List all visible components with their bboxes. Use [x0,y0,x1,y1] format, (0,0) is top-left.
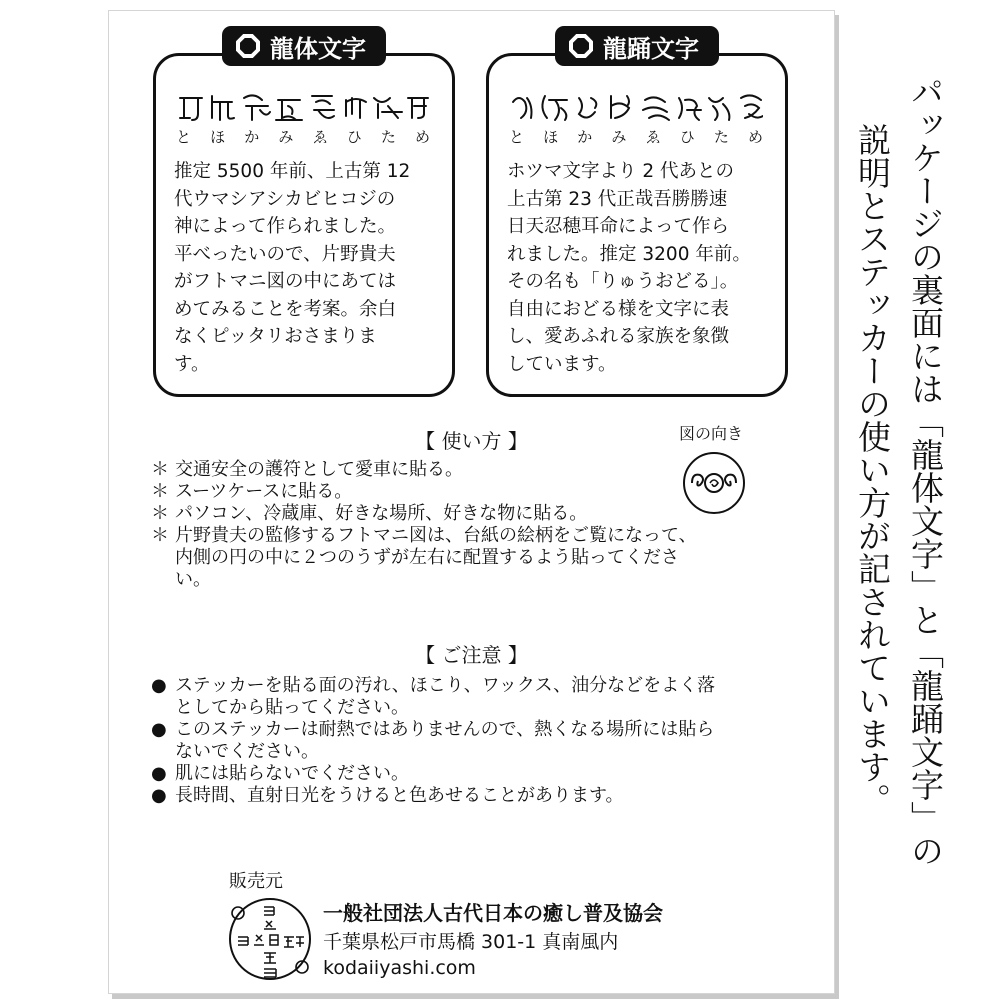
seal-logo [224,891,316,987]
list-item [151,481,791,503]
organization-name: 一般社団法人古代日本の癒し普及協会 [323,901,663,925]
kana-char: た [713,128,729,146]
asterisk-marker: ＊ [151,459,169,480]
list-item [151,503,791,525]
direction-label: 図の向き [679,424,744,443]
bullet-marker: ● [151,675,167,696]
octagon-icon [569,34,593,58]
caution-title: 【 ご注意 】 [415,643,528,667]
ryutai-moji-box [153,34,455,397]
usage-item-text: スーツケースに貼る。 [175,481,353,502]
kana-char: み [278,128,294,146]
seller-label: 販売元 [229,871,283,892]
ryutai-description: 推定 5500 年前、上古第 12 代ウマシアシカビヒコジの 神によって作られました。 平べったいので、片野貴夫 がフトマニ図の中にあては めてみることを考案。余白 なくピッタリおさまりま す。 [174,161,411,375]
asterisk-marker: ＊ [151,525,169,546]
kana-char: め [414,128,430,146]
caution-item-text: このステッカーは耐熱ではありませんので、熱くなる場所には貼ら ないでください。 [175,719,715,762]
caution-item-text: 肌には貼らないでください。 [175,763,409,784]
list-item [151,785,791,807]
usage-item-text: 片野貴夫の監修するフトマニ図は、台紙の絵柄をご覧になって、 内側の円の中に２つのうずが左右に配置するよう貼ってくださ い。 [175,525,697,590]
caution-item-text: 長時間、直射日光をうけると色あせることがあります。 [175,785,624,806]
kana-char: か [577,128,593,146]
bullet-marker: ● [151,785,167,806]
organization-address: 千葉県松戸市馬橋 301-1 真南風内 [323,931,619,953]
kana-char: ひ [679,128,695,146]
ryuyou-description: ホツマ文字より 2 代あとの 上古第 23 代正哉吾勝勝速 日天忍穂耳命によって作ら れました。推定 3200 年前。 その名も「りゅうおどる」。 自由におどる様を文字に表 し、愛あふれる家族を象徴 しています。 [507,161,751,375]
ryutai-moji-title: 龍体文字 [270,34,366,63]
organization-url: kodaiiyashi.com [323,957,476,979]
caption-line-2: 説明とステッカーの使い方が記されています。 [853,123,892,816]
usage-list [151,459,791,591]
caption-line-1: パッケージの裏面には「龍体文字」と「龍踊文字」の [906,75,945,867]
kana-char: ほ [543,128,559,146]
caution-item-text: ステッカーを貼る面の汚れ、ほこり、ワックス、油分などをよく落 としてから貼ってください。 [175,675,716,718]
ryutai-glyphs-image [176,88,430,128]
kana-char: め [747,128,763,146]
list-item [151,459,791,481]
usage-item-text: 交通安全の護符として愛車に貼る。 [175,459,463,480]
ryutai-kana-row [176,126,430,147]
bullet-marker: ● [151,763,167,784]
kana-char: と [176,128,192,146]
list-item [151,525,791,591]
ryuyou-glyphs-image [509,88,763,128]
list-item [151,719,791,763]
kana-char: ゑ [645,128,661,146]
octagon-icon [236,34,260,58]
ryuyou-moji-header [555,26,719,66]
list-item [151,675,791,719]
kana-char: ゑ [312,128,328,146]
list-item [151,763,791,785]
kana-char: か [244,128,260,146]
ryutai-moji-header [222,26,386,66]
caution-list [151,675,791,807]
asterisk-marker: ＊ [151,503,169,524]
kana-char: ほ [210,128,226,146]
ryuyou-moji-title: 龍踊文字 [603,34,699,63]
package-back-card [108,10,835,994]
usage-item-text: パソコン、冷蔵庫、好きな場所、好きな物に貼る。 [175,503,588,524]
bullet-marker: ● [151,719,167,740]
ryuyou-kana-row [509,126,763,147]
asterisk-marker: ＊ [151,481,169,502]
kana-char: み [611,128,627,146]
usage-title: 【 使い方 】 [415,429,528,453]
kana-char: ひ [346,128,362,146]
kana-char: と [509,128,525,146]
kana-char: た [380,128,396,146]
ryuyou-moji-box [486,34,788,397]
